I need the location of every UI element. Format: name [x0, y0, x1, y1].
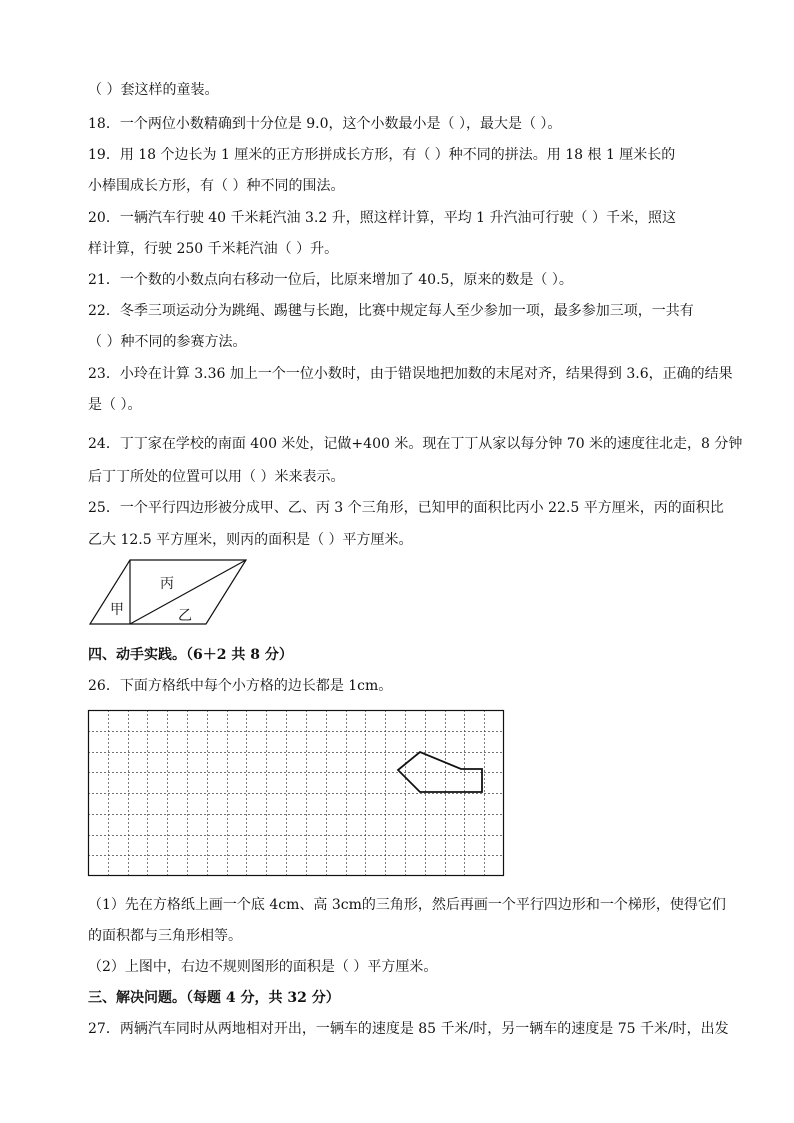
irregular-pentagon	[398, 752, 482, 792]
q24-line2: 后丁丁所处的位置可以用（ ）米来表示。	[88, 469, 345, 485]
q19-line2: 小棒围成长方形，有（ ）种不同的围法。	[88, 178, 345, 194]
q22-line2: （ ）种不同的参赛方法。	[88, 334, 247, 350]
q26-part1-line2: 的面积都与三角形相等。	[88, 928, 242, 944]
q26-part2: （2）上图中，右边不规则图形的面积是（ ）平方厘米。	[88, 959, 438, 975]
grid-border	[89, 711, 504, 876]
q20-line2: 样计算，行驶 250 千米耗汽油（ ）升。	[88, 241, 339, 257]
q18: 18．一个两位小数精确到十分位是 9.0，这个小数最小是（ ），最大是（ ）。	[88, 116, 562, 132]
q19-line1: 19．用 18 个边长为 1 厘米的正方形拼成长方形，有（ ）种不同的拼法。用 18 根 1 厘米长的	[88, 147, 676, 163]
q26-part1-line1: （1）先在方格纸上画一个底 4cm、高 3cm的三角形，然后再画一个平行四边形和一个梯形，使得它们	[88, 897, 726, 913]
q25-line2: 乙大 12.5 平方厘米，则丙的面积是（ ）平方厘米。	[88, 532, 413, 548]
q17-tail: （ ）套这样的童装。	[88, 82, 219, 98]
grid-lines	[88, 710, 504, 876]
q21: 21．一个数的小数点向右移动一位后，比原来增加了 40.5，原来的数是（ ）。	[88, 272, 573, 288]
label-yi: 乙	[178, 608, 192, 624]
parallelogram-figure	[88, 558, 258, 628]
label-bing: 丙	[160, 576, 174, 592]
q23-line2: 是（ ）。	[88, 397, 142, 413]
q25-line1: 25．一个平行四边形被分成甲、乙、丙 3 个三角形，已知甲的面积比丙小 22.5 平方厘米，丙的面积比	[88, 500, 724, 516]
q27-line1: 27．两辆汽车同时从两地相对开出，一辆车的速度是 85 千米/时，另一辆车的速度是 75 千米/时，出发	[88, 1021, 729, 1037]
q26-intro: 26．下面方格纸中每个小方格的边长都是 1cm。	[88, 678, 393, 694]
q23-line1: 23．小玲在计算 3.36 加上一个一位小数时，由于错误地把加数的末尾对齐，结果得到 3.6，正确的结果	[88, 366, 733, 382]
section-3-heading: 三、解决问题。（每题 4 分，共 32 分）	[88, 990, 340, 1006]
grid-paper	[88, 710, 504, 876]
q22-line1: 22．冬季三项运动分为跳绳、踢毽与长跑，比赛中规定每人至少参加一项，最多参加三项，一共有	[88, 303, 694, 319]
section-4-heading: 四、动手实践。（6＋2 共 8 分）	[88, 647, 293, 663]
label-jia: 甲	[110, 602, 124, 618]
q20-line1: 20．一辆汽车行驶 40 千米耗汽油 3.2 升，照这样计算，平均 1 升汽油可行驶（ ）千米，照这	[88, 210, 676, 226]
q24-line1: 24．丁丁家在学校的南面 400 米处，记做+400 米。现在丁丁从家以每分钟 70 米的速度往北走，8 分钟	[88, 436, 743, 452]
